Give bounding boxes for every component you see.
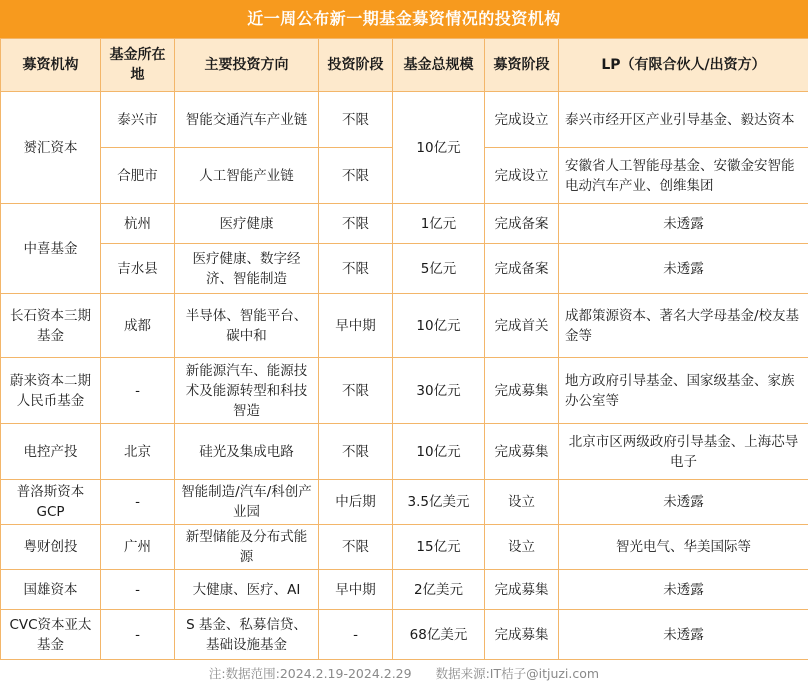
table-row <box>1 92 808 148</box>
cell-location: 北京 <box>101 424 175 480</box>
cell-direction: 智能制造/汽车/科创产业园 <box>175 480 319 525</box>
cell-raise-stage: 完成募集 <box>485 358 559 424</box>
cell-raise-stage: 设立 <box>485 525 559 570</box>
cell-stage: 早中期 <box>319 294 393 358</box>
cell-org: 国雄资本 <box>1 570 101 610</box>
cell-size: 10亿元 <box>393 92 485 204</box>
footer-data-source: 数据来源:IT桔子@itjuzi.com <box>435 666 600 681</box>
cell-location: 合肥市 <box>101 148 175 204</box>
cell-lp: 安徽省人工智能母基金、安徽金安智能电动汽车产业、创维集团 <box>559 148 808 204</box>
table-row <box>1 244 808 294</box>
table-row <box>1 610 808 660</box>
cell-stage: 不限 <box>319 525 393 570</box>
cell-direction: 医疗健康、数字经济、智能制造 <box>175 244 319 294</box>
cell-size: 10亿元 <box>393 294 485 358</box>
cell-location: - <box>101 480 175 525</box>
table-row <box>1 294 808 358</box>
header-row <box>1 39 808 92</box>
cell-size: 5亿元 <box>393 244 485 294</box>
col-header-lp: LP（有限合伙人/出资方） <box>559 39 808 92</box>
cell-org: 蔚来资本二期人民币基金 <box>1 358 101 424</box>
cell-org: 赟汇资本 <box>1 92 101 204</box>
cell-lp: 泰兴市经开区产业引导基金、毅达资本 <box>559 92 808 148</box>
cell-direction: 大健康、医疗、AI <box>175 570 319 610</box>
cell-org: 电控产投 <box>1 424 101 480</box>
cell-lp: 未透露 <box>559 570 808 610</box>
col-header-stage: 投资阶段 <box>319 39 393 92</box>
cell-location: - <box>101 570 175 610</box>
cell-raise-stage: 完成募集 <box>485 424 559 480</box>
cell-location: - <box>101 358 175 424</box>
col-header-direction: 主要投资方向 <box>175 39 319 92</box>
cell-lp: 未透露 <box>559 244 808 294</box>
cell-lp: 未透露 <box>559 480 808 525</box>
cell-raise-stage: 完成募集 <box>485 610 559 660</box>
cell-direction: S 基金、私募信贷、基础设施基金 <box>175 610 319 660</box>
cell-location: 广州 <box>101 525 175 570</box>
cell-size: 3.5亿美元 <box>393 480 485 525</box>
cell-raise-stage: 完成设立 <box>485 92 559 148</box>
cell-raise-stage: 完成募集 <box>485 570 559 610</box>
cell-size: 68亿美元 <box>393 610 485 660</box>
cell-raise-stage: 完成备案 <box>485 204 559 244</box>
cell-raise-stage: 完成备案 <box>485 244 559 294</box>
cell-location: 杭州 <box>101 204 175 244</box>
cell-lp: 智光电气、华美国际等 <box>559 525 808 570</box>
cell-stage: 不限 <box>319 358 393 424</box>
cell-stage: 不限 <box>319 148 393 204</box>
cell-stage: 不限 <box>319 92 393 148</box>
col-header-org: 募资机构 <box>1 39 101 92</box>
cell-location: 吉水县 <box>101 244 175 294</box>
cell-lp: 成都策源资本、著名大学母基金/校友基金等 <box>559 294 808 358</box>
cell-stage: 早中期 <box>319 570 393 610</box>
cell-direction: 硅光及集成电路 <box>175 424 319 480</box>
table-row <box>1 570 808 610</box>
cell-org: 长石资本三期基金 <box>1 294 101 358</box>
cell-size: 30亿元 <box>393 358 485 424</box>
fund-table <box>0 38 808 660</box>
col-header-raise-stage: 募资阶段 <box>485 39 559 92</box>
footer-data-range: 注:数据范围:2024.2.19-2024.2.29 <box>208 666 412 681</box>
cell-size: 10亿元 <box>393 424 485 480</box>
cell-direction: 人工智能产业链 <box>175 148 319 204</box>
cell-lp: 未透露 <box>559 204 808 244</box>
table-title: 近一周公布新一期基金募资情况的投资机构 <box>0 0 808 38</box>
cell-size: 2亿美元 <box>393 570 485 610</box>
cell-direction: 半导体、智能平台、碳中和 <box>175 294 319 358</box>
table-row <box>1 424 808 480</box>
cell-lp: 地方政府引导基金、国家级基金、家族办公室等 <box>559 358 808 424</box>
cell-org: 中喜基金 <box>1 204 101 294</box>
cell-raise-stage: 完成首关 <box>485 294 559 358</box>
cell-org: CVC资本亚太基金 <box>1 610 101 660</box>
cell-raise-stage: 完成设立 <box>485 148 559 204</box>
cell-location: - <box>101 610 175 660</box>
cell-location: 泰兴市 <box>101 92 175 148</box>
cell-stage: 不限 <box>319 244 393 294</box>
cell-stage: 中后期 <box>319 480 393 525</box>
cell-org: 普洛斯资本GCP <box>1 480 101 525</box>
cell-org: 粤财创投 <box>1 525 101 570</box>
table-row <box>1 525 808 570</box>
col-header-location: 基金所在地 <box>101 39 175 92</box>
cell-stage: - <box>319 610 393 660</box>
col-header-size: 基金总规模 <box>393 39 485 92</box>
table-row <box>1 204 808 244</box>
cell-lp: 北京市区两级政府引导基金、上海芯导电子 <box>559 424 808 480</box>
cell-location: 成都 <box>101 294 175 358</box>
cell-stage: 不限 <box>319 424 393 480</box>
cell-raise-stage: 设立 <box>485 480 559 525</box>
table-row <box>1 480 808 525</box>
footer-note <box>0 662 808 686</box>
cell-direction: 智能交通汽车产业链 <box>175 92 319 148</box>
cell-stage: 不限 <box>319 204 393 244</box>
table-row <box>1 358 808 424</box>
cell-direction: 新型储能及分布式能源 <box>175 525 319 570</box>
cell-lp: 未透露 <box>559 610 808 660</box>
cell-size: 1亿元 <box>393 204 485 244</box>
cell-direction: 新能源汽车、能源技术及能源转型和科技智造 <box>175 358 319 424</box>
cell-size: 15亿元 <box>393 525 485 570</box>
cell-direction: 医疗健康 <box>175 204 319 244</box>
